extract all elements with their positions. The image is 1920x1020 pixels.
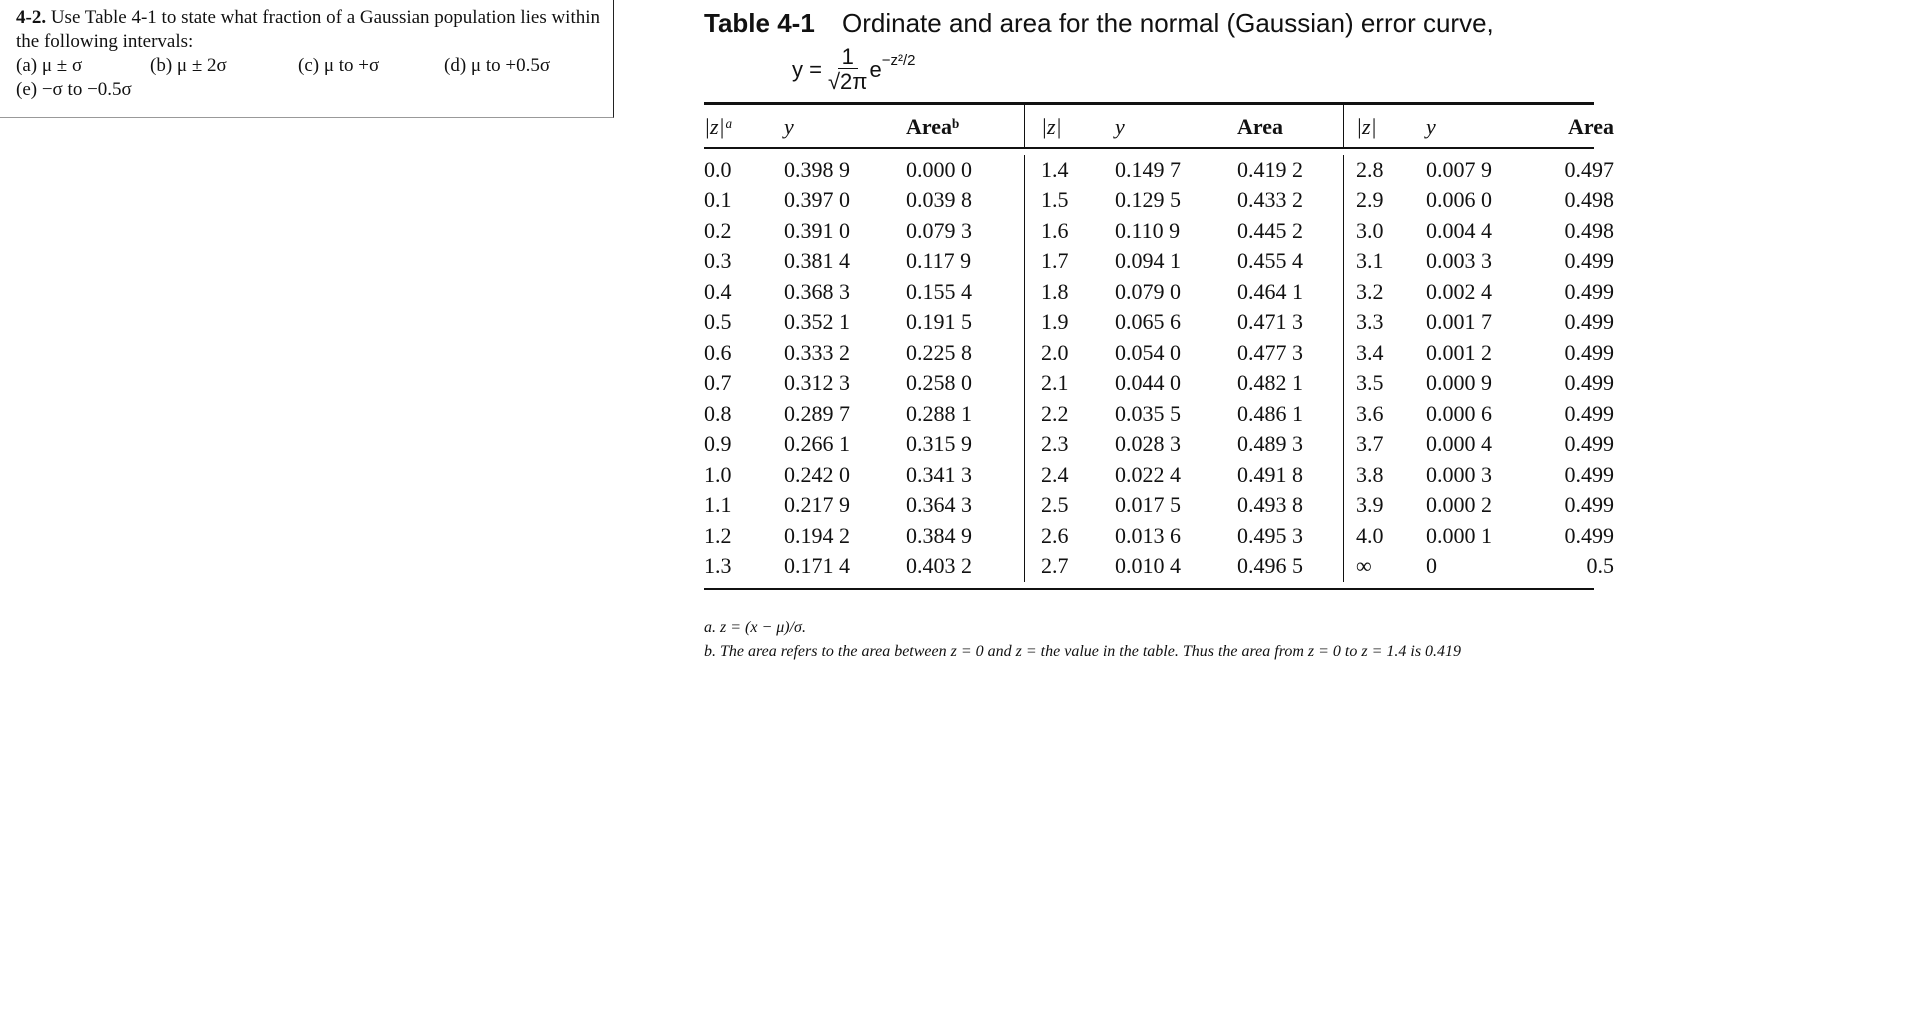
table-cell: 0.155 4 (906, 278, 972, 304)
table-cell: 0.039 8 (906, 187, 972, 212)
footnote-a: a. z = (x − μ)/σ. (704, 619, 806, 636)
formula-numerator: 1 (838, 46, 858, 69)
table-cell: 2.2 (1041, 400, 1069, 426)
table-cell: 0.499 (1564, 248, 1614, 273)
table-cell: 0.491 8 (1237, 461, 1303, 487)
table-cell: 0.499 (1564, 461, 1614, 487)
problem-statement (16, 6, 605, 54)
table-cell: 2.9 (1356, 187, 1384, 212)
table-cell: 0.312 3 (784, 370, 850, 395)
table-cell: 1.5 (1041, 187, 1069, 212)
table-cell: 0.017 5 (1115, 492, 1181, 517)
table-cell: 0.3 (704, 248, 732, 273)
options-row-2 (16, 78, 605, 102)
table-cell: 0.149 7 (1115, 156, 1181, 182)
table-cell: 0.000 1 (1426, 522, 1492, 548)
header-group-3 (1343, 105, 1618, 147)
table-cell: 0.003 3 (1426, 248, 1492, 273)
header-y: y (784, 114, 794, 139)
table-cell: 1.8 (1041, 278, 1069, 304)
table-cell: 0.455 4 (1237, 248, 1303, 273)
header-z: |z|ᵃ (704, 114, 734, 139)
table-cell: 3.0 (1356, 217, 1384, 243)
table-cell: 0.315 9 (906, 431, 972, 456)
column-y-1 (784, 155, 906, 582)
formula-denominator: √2π (827, 68, 868, 94)
table-cell: 0.258 0 (906, 370, 972, 395)
table-cell: 0.000 2 (1426, 492, 1492, 517)
body-group-3 (1343, 155, 1618, 582)
column-area-1 (906, 155, 1024, 582)
table-cell: 0.013 6 (1115, 522, 1181, 548)
table-cell: 1.0 (704, 461, 732, 487)
options-row-1 (16, 54, 605, 78)
table-cell: 1.6 (1041, 217, 1069, 243)
header-group-2 (1024, 105, 1343, 147)
table-cell: 0.419 2 (1237, 156, 1303, 182)
table-cell: 0.000 6 (1426, 400, 1492, 426)
header-area: Area (1567, 114, 1614, 139)
table-cell: 0 (1426, 553, 1437, 578)
table-cell: 0.000 0 (906, 156, 972, 182)
column-z-2 (1025, 155, 1115, 582)
table-cell: 0.499 (1564, 309, 1614, 334)
table-cell: 0.000 3 (1426, 461, 1492, 487)
table-cell: 0.499 (1564, 278, 1614, 304)
column-y-2 (1115, 155, 1237, 582)
table-cell: 0.010 4 (1115, 553, 1181, 578)
table-cell: 0.079 3 (906, 217, 972, 243)
column-area-2 (1237, 155, 1343, 582)
table-cell: 0.079 0 (1115, 278, 1181, 304)
table-cell: 0.007 9 (1426, 156, 1492, 182)
table-cell: 0.5 (1586, 553, 1614, 578)
table-cell: 0.498 (1564, 187, 1614, 212)
table-cell: 0.5 (704, 309, 732, 334)
table-cell: 0.482 1 (1237, 370, 1303, 395)
table-cell: 0.384 9 (906, 522, 972, 548)
table-cell: 0.217 9 (784, 492, 850, 517)
table-cell: 0.2 (704, 217, 732, 243)
table-cell: 0.044 0 (1115, 370, 1181, 395)
table-cell: 2.3 (1041, 431, 1069, 456)
gaussian-formula (792, 40, 915, 100)
table-cell: 0.381 4 (784, 248, 850, 273)
table-cell: 3.5 (1356, 370, 1384, 395)
gaussian-table (704, 102, 1614, 590)
table-cell: 0.398 9 (784, 156, 850, 182)
table-cell: 1.7 (1041, 248, 1069, 273)
problem-number: 4-2. (16, 7, 47, 28)
table-body (704, 149, 1614, 588)
table-cell: 2.4 (1041, 461, 1069, 487)
table-number: Table 4-1 (704, 8, 815, 38)
table-cell: 0.6 (704, 339, 732, 365)
table-cell: 0.225 8 (906, 339, 972, 365)
table-cell: 0.191 5 (906, 309, 972, 334)
table-cell: 3.8 (1356, 461, 1384, 487)
table-cell: 0.288 1 (906, 400, 972, 426)
table-cell: 0.022 4 (1115, 461, 1181, 487)
table-cell: 0.489 3 (1237, 431, 1303, 456)
table-cell: 4.0 (1356, 522, 1384, 548)
table-cell: 0.397 0 (784, 187, 850, 212)
table-cell: 0.499 (1564, 400, 1614, 426)
table-cell: 1.1 (704, 492, 732, 517)
formula-lhs: y = (792, 57, 822, 82)
table-cell: 0.000 4 (1426, 431, 1492, 456)
option-a: (a) μ ± σ (16, 55, 83, 76)
header-z: |z| (1356, 114, 1377, 139)
table-cell: 1.9 (1041, 309, 1069, 334)
table-cell: 0.495 3 (1237, 522, 1303, 548)
table-cell: 0.4 (704, 278, 732, 304)
formula-fraction (827, 43, 868, 95)
table-cell: 0.7 (704, 370, 732, 395)
table-cell: 0.001 2 (1426, 339, 1492, 365)
table-cell: 0.129 5 (1115, 187, 1181, 212)
table-cell: 0.333 2 (784, 339, 850, 365)
table-cell: 0.493 8 (1237, 492, 1303, 517)
table-title: Ordinate and area for the normal (Gaussian) error curve, (842, 8, 1494, 38)
table-cell: 3.1 (1356, 248, 1384, 273)
table-cell: 0.054 0 (1115, 339, 1181, 365)
table-cell: 1.2 (704, 522, 732, 548)
table-cell: 2.0 (1041, 339, 1069, 365)
table-cell: 2.7 (1041, 553, 1069, 578)
column-z-1 (704, 155, 784, 582)
table-cell: 0.266 1 (784, 431, 850, 456)
table-cell: 0.364 3 (906, 492, 972, 517)
problem-box (0, 0, 614, 118)
body-group-1 (704, 155, 1024, 582)
table-cell: 0.002 4 (1426, 278, 1492, 304)
option-e: (e) −σ to −0.5σ (16, 79, 132, 100)
header-area: Area (1237, 114, 1284, 139)
body-group-2 (1024, 155, 1343, 582)
table-cell: 0.445 2 (1237, 217, 1303, 243)
table-cell: 0.352 1 (784, 309, 850, 334)
formula-base: e (869, 57, 882, 82)
table-cell: 0.194 2 (784, 522, 850, 548)
table-cell: 0.035 5 (1115, 400, 1181, 426)
table-cell: 2.6 (1041, 522, 1069, 548)
table-cell: ∞ (1356, 553, 1372, 578)
header-group-1 (704, 105, 1024, 147)
table-cell: 2.8 (1356, 156, 1384, 182)
table-cell: 0.110 9 (1115, 217, 1181, 243)
table-cell: 0.0 (704, 156, 732, 182)
table-cell: 0.486 1 (1237, 400, 1303, 426)
table-cell: 3.3 (1356, 309, 1384, 334)
table-cell: 0.464 1 (1237, 278, 1303, 304)
table-cell: 3.2 (1356, 278, 1384, 304)
table-cell: 2.1 (1041, 370, 1069, 395)
header-y: y (1426, 114, 1436, 139)
table-cell: 0.497 (1564, 156, 1614, 182)
table-cell: 0.499 (1564, 339, 1614, 365)
table-cell: 0.9 (704, 431, 732, 456)
table-cell: 0.341 3 (906, 461, 972, 487)
header-z: |z| (1041, 114, 1062, 139)
table-cell: 0.000 9 (1426, 370, 1492, 395)
table-cell: 0.028 3 (1115, 431, 1181, 456)
table-heading (704, 8, 1494, 39)
table-cell: 0.433 2 (1237, 187, 1303, 212)
table-cell: 0.391 0 (784, 217, 850, 243)
table-cell: 2.5 (1041, 492, 1069, 517)
table-cell: 0.477 3 (1237, 339, 1303, 365)
footnote-b: b. The area refers to the area between z = 0 and z = the value in the table. Thus the area from z = 0 to z = 1.4 is 0.419 (704, 643, 1462, 660)
formula-exponent: −z²/2 (881, 51, 916, 69)
problem-text: Use Table 4-1 to state what fraction of a Gaussian population lies within the following intervals: (16, 7, 601, 52)
column-area-3 (1544, 155, 1618, 582)
table-cell: 0.289 7 (784, 400, 850, 426)
table-cell: 0.094 1 (1115, 248, 1181, 273)
table-cell: 0.499 (1564, 431, 1614, 456)
table-cell: 3.7 (1356, 431, 1384, 456)
table-cell: 1.4 (1041, 156, 1069, 182)
option-c: (c) μ to +σ (298, 55, 380, 76)
header-y: y (1115, 114, 1125, 139)
table-cell: 0.006 0 (1426, 187, 1492, 212)
table-cell: 0.004 4 (1426, 217, 1492, 243)
table-header-row (704, 105, 1614, 147)
table-cell: 0.471 3 (1237, 309, 1303, 334)
table-cell: 0.403 2 (906, 553, 972, 578)
column-z-3 (1344, 155, 1426, 582)
table-cell: 0.496 5 (1237, 553, 1303, 578)
table-cell: 0.499 (1564, 370, 1614, 395)
option-b: (b) μ ± 2σ (150, 55, 227, 76)
table-footnotes (704, 616, 1604, 664)
table-cell: 0.065 6 (1115, 309, 1181, 334)
table-bottom-rule (704, 588, 1594, 590)
option-d: (d) μ to +0.5σ (444, 55, 551, 76)
table-cell: 0.8 (704, 400, 732, 426)
table-cell: 1.3 (704, 553, 732, 578)
table-cell: 3.4 (1356, 339, 1384, 365)
table-cell: 0.242 0 (784, 461, 850, 487)
table-cell: 0.368 3 (784, 278, 850, 304)
table-cell: 0.499 (1564, 522, 1614, 548)
table-cell: 0.498 (1564, 217, 1614, 243)
table-cell: 0.001 7 (1426, 309, 1492, 334)
column-y-3 (1426, 155, 1544, 582)
table-cell: 0.1 (704, 187, 732, 212)
table-cell: 3.6 (1356, 400, 1384, 426)
table-cell: 0.171 4 (784, 553, 850, 578)
table-cell: 3.9 (1356, 492, 1384, 517)
table-cell: 0.499 (1564, 492, 1614, 517)
header-area: Areaᵇ (906, 114, 960, 139)
table-cell: 0.117 9 (906, 248, 972, 273)
